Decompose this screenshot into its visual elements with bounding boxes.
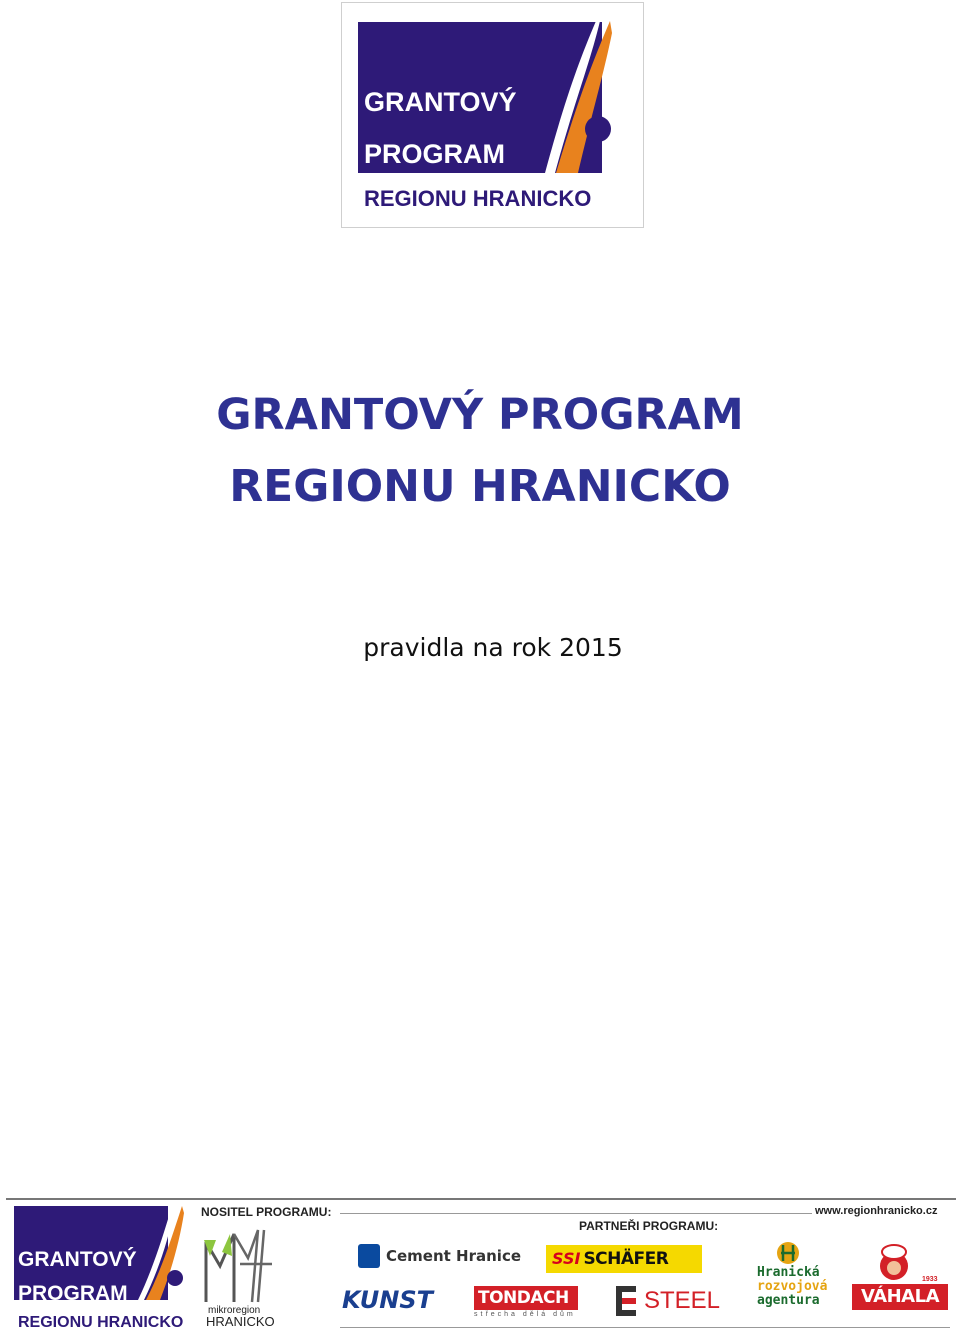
cement-name: Cement Hranice xyxy=(386,1247,522,1265)
logo-text-3: REGIONU HRANICKO xyxy=(364,186,592,211)
footer-thin-line xyxy=(340,1213,812,1214)
hra-line-3: agentura xyxy=(757,1293,820,1308)
ssi-prefix: SSI xyxy=(552,1249,581,1268)
document-title-line-1: GRANTOVÝ PROGRAM xyxy=(216,390,744,440)
footer-program-logo-icon xyxy=(12,1203,187,1331)
kunst-name: KUNST xyxy=(342,1286,433,1314)
logo-text-2: PROGRAM xyxy=(364,139,505,169)
program-logo-icon xyxy=(342,3,645,229)
footer-divider xyxy=(6,1198,956,1200)
nositel-label: NOSITEL PROGRAMU: xyxy=(201,1205,332,1219)
footer-bottom-line xyxy=(340,1327,950,1328)
partner-vahala xyxy=(852,1244,948,1307)
hra-line-2: rozvojová xyxy=(757,1279,828,1294)
steel-name: STEEL xyxy=(644,1287,721,1314)
website-link[interactable]: www.regionhranicko.cz xyxy=(815,1205,938,1217)
tondach-slogan: střecha dělá dům xyxy=(474,1311,576,1318)
steel-mark-icon xyxy=(616,1286,636,1316)
logo-text-1: GRANTOVÝ xyxy=(364,87,517,117)
footer-logo-text-1: GRANTOVÝ xyxy=(18,1248,137,1271)
vahala-name: VÁHALA xyxy=(852,1284,948,1310)
partner-kunst xyxy=(342,1286,433,1314)
partner-tondach xyxy=(474,1286,578,1318)
hra-line-1: Hranická xyxy=(757,1265,820,1280)
cement-icon xyxy=(358,1244,380,1268)
partner-steel xyxy=(616,1286,720,1316)
document-subtitle: pravidla na rok 2015 xyxy=(363,633,623,662)
mikroregion-logo-icon xyxy=(198,1222,278,1306)
partner-ssi-schafer xyxy=(546,1245,702,1273)
document-title-line-2: REGIONU HRANICKO xyxy=(229,461,731,512)
vahala-year: 1933 xyxy=(922,1276,938,1283)
schafer-name: SCHÄFER xyxy=(583,1249,669,1269)
tondach-name: TONDACH xyxy=(474,1286,578,1310)
footer-logo-text-3: REGIONU HRANICKO xyxy=(18,1314,184,1331)
partner-hranicka-rozvojova-agentura xyxy=(757,1240,828,1308)
top-logo xyxy=(341,2,644,228)
footer-logo-text-2: PROGRAM xyxy=(18,1282,128,1305)
hra-emblem-icon xyxy=(775,1240,801,1266)
partner-cement-hranice xyxy=(358,1244,521,1268)
partneri-label: PARTNEŘI PROGRAMU: xyxy=(579,1219,719,1233)
mikroregion-small-text: mikroregion xyxy=(208,1305,261,1316)
mikroregion-name: HRANICKO xyxy=(206,1314,275,1329)
